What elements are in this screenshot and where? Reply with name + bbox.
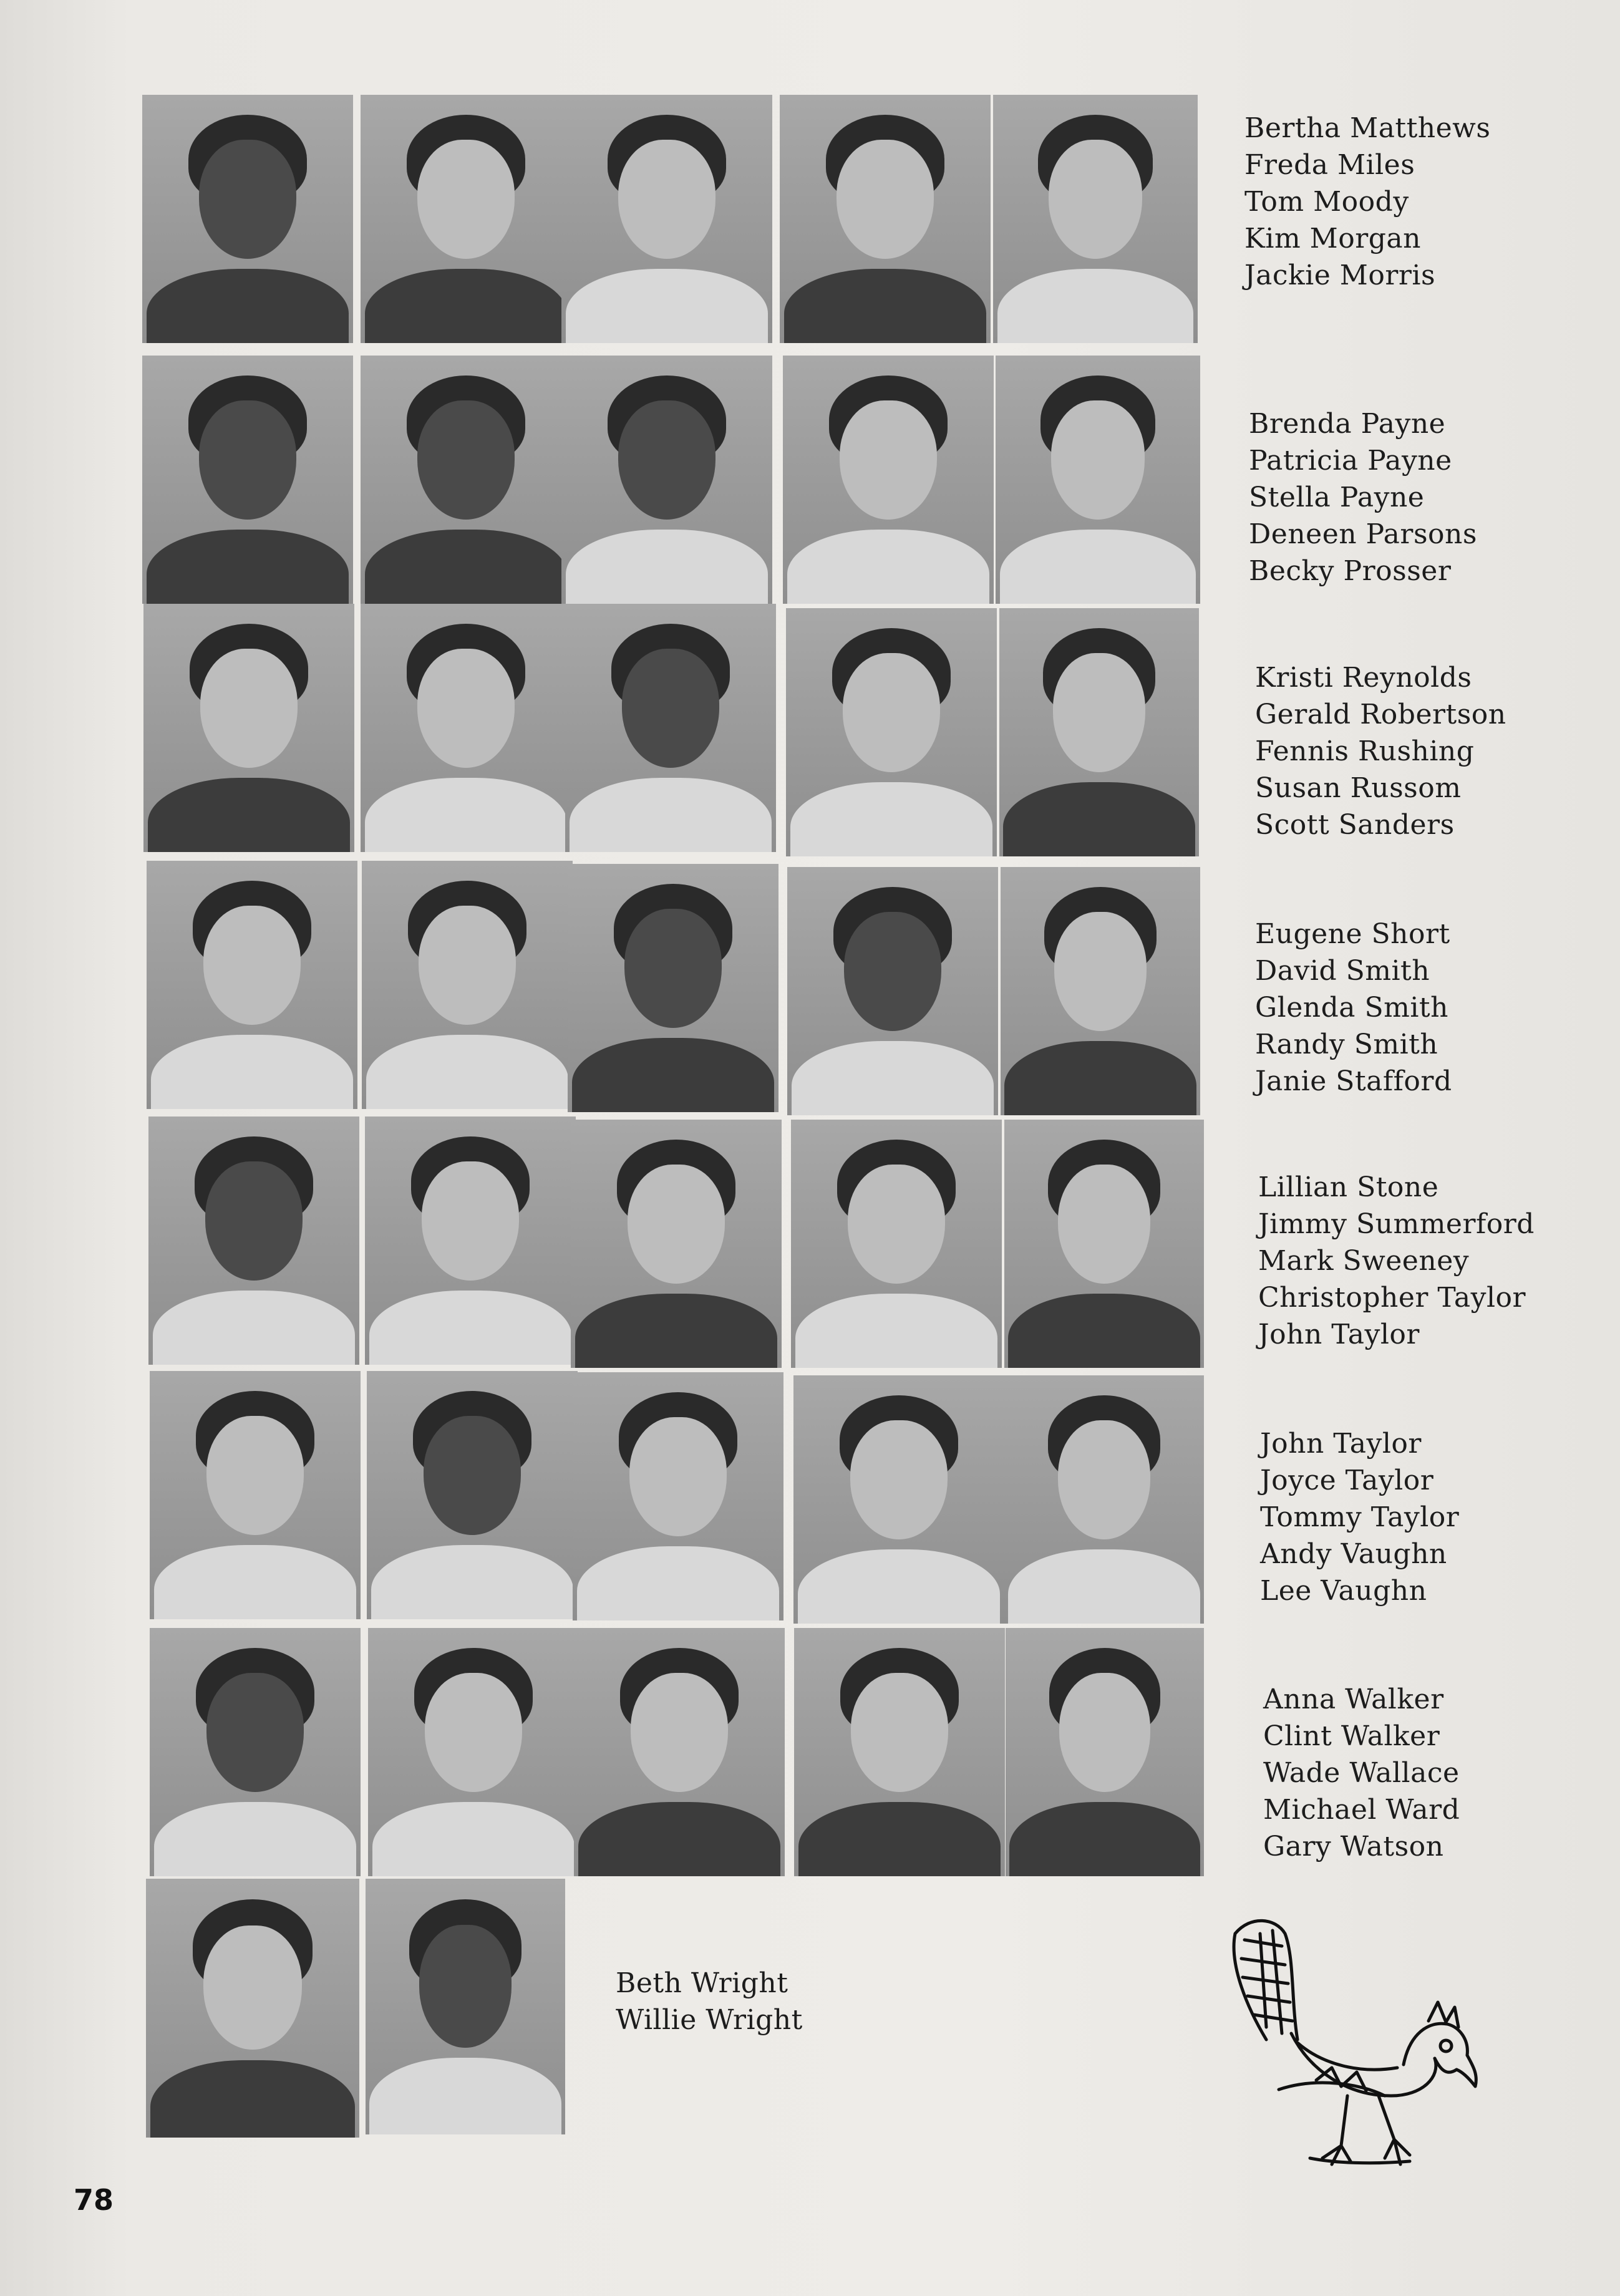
student-photo (787, 867, 998, 1115)
student-photo (561, 356, 772, 604)
student-photo (365, 1117, 576, 1365)
student-name: Lee Vaughn (1260, 1575, 1427, 1607)
student-photo (146, 1879, 359, 2138)
student-name: Mark Sweeney (1258, 1245, 1470, 1277)
student-photo (574, 1628, 785, 1876)
student-photo (148, 1117, 359, 1365)
roadrunner-icon (1223, 1909, 1485, 2177)
student-photo (568, 864, 778, 1112)
student-name: Lillian Stone (1258, 1171, 1439, 1203)
student-photo (794, 1628, 1005, 1876)
student-photo (793, 1375, 1004, 1624)
student-name: Bertha Matthews (1244, 112, 1491, 144)
student-name: Christopher Taylor (1258, 1282, 1526, 1314)
student-photo (573, 1372, 783, 1620)
student-photo (791, 1120, 1002, 1368)
student-name: Deneen Parsons (1249, 518, 1477, 550)
student-name: Glenda Smith (1255, 992, 1448, 1024)
student-name: Freda Miles (1244, 149, 1415, 181)
student-name: Kim Morgan (1244, 223, 1421, 254)
student-name: Janie Stafford (1255, 1065, 1452, 1097)
student-photo (361, 356, 571, 604)
student-name: Becky Prosser (1249, 555, 1452, 587)
student-name: Brenda Payne (1249, 408, 1446, 440)
student-name: Scott Sanders (1255, 809, 1455, 841)
student-photo (142, 356, 353, 604)
student-photo (1004, 1120, 1204, 1368)
student-name: David Smith (1255, 955, 1430, 987)
student-photo (993, 95, 1198, 343)
student-name: Beth Wright (616, 1967, 788, 1999)
student-photo (786, 608, 997, 856)
student-name: Gerald Robertson (1255, 699, 1506, 730)
student-photo (361, 604, 571, 852)
student-photo (996, 356, 1200, 604)
student-photo (366, 1879, 565, 2134)
student-photo (150, 1371, 361, 1619)
name-list (1255, 659, 1506, 843)
student-name: Wade Wallace (1263, 1757, 1460, 1789)
student-photo (571, 1120, 782, 1368)
student-photo (780, 95, 991, 343)
student-name: Jackie Morris (1244, 259, 1436, 291)
student-photo (783, 356, 994, 604)
student-name: Anna Walker (1263, 1683, 1444, 1715)
student-photo (361, 95, 571, 343)
student-name: Randy Smith (1255, 1029, 1438, 1060)
student-photo (147, 861, 357, 1109)
name-list (616, 1965, 803, 2038)
student-photo (999, 608, 1199, 856)
student-name: Clint Walker (1263, 1720, 1440, 1752)
student-name: Michael Ward (1263, 1794, 1460, 1826)
student-name: Jimmy Summerford (1258, 1208, 1535, 1240)
student-name: Joyce Taylor (1260, 1465, 1434, 1496)
student-photo (561, 95, 772, 343)
student-name: Susan Russom (1255, 772, 1462, 804)
student-photo (1006, 1628, 1204, 1876)
name-list (1260, 1425, 1459, 1609)
student-name: Patricia Payne (1249, 445, 1452, 477)
student-name: John Taylor (1260, 1428, 1422, 1460)
student-name: Fennis Rushing (1255, 735, 1475, 767)
student-photo (150, 1628, 361, 1876)
student-photo (1001, 867, 1200, 1115)
student-name: Andy Vaughn (1260, 1538, 1447, 1570)
student-photo (142, 95, 353, 343)
name-list (1258, 1169, 1535, 1353)
student-name: Eugene Short (1255, 918, 1450, 950)
student-name: John Taylor (1258, 1319, 1420, 1350)
name-list (1249, 405, 1477, 589)
student-photo (143, 604, 354, 852)
name-list (1255, 916, 1452, 1100)
student-photo (368, 1628, 579, 1876)
page-number: 78 (74, 2183, 114, 2217)
name-list (1263, 1681, 1460, 1865)
student-photo (367, 1371, 578, 1619)
student-photo (1004, 1375, 1204, 1624)
student-name: Tommy Taylor (1260, 1501, 1460, 1533)
student-name: Gary Watson (1263, 1831, 1444, 1862)
student-name: Willie Wright (616, 2004, 803, 2036)
student-photo (565, 604, 776, 852)
student-photo (362, 861, 573, 1109)
student-name: Kristi Reynolds (1255, 662, 1472, 694)
student-name: Stella Payne (1249, 482, 1425, 513)
student-name: Tom Moody (1244, 186, 1409, 218)
name-list (1244, 110, 1490, 294)
